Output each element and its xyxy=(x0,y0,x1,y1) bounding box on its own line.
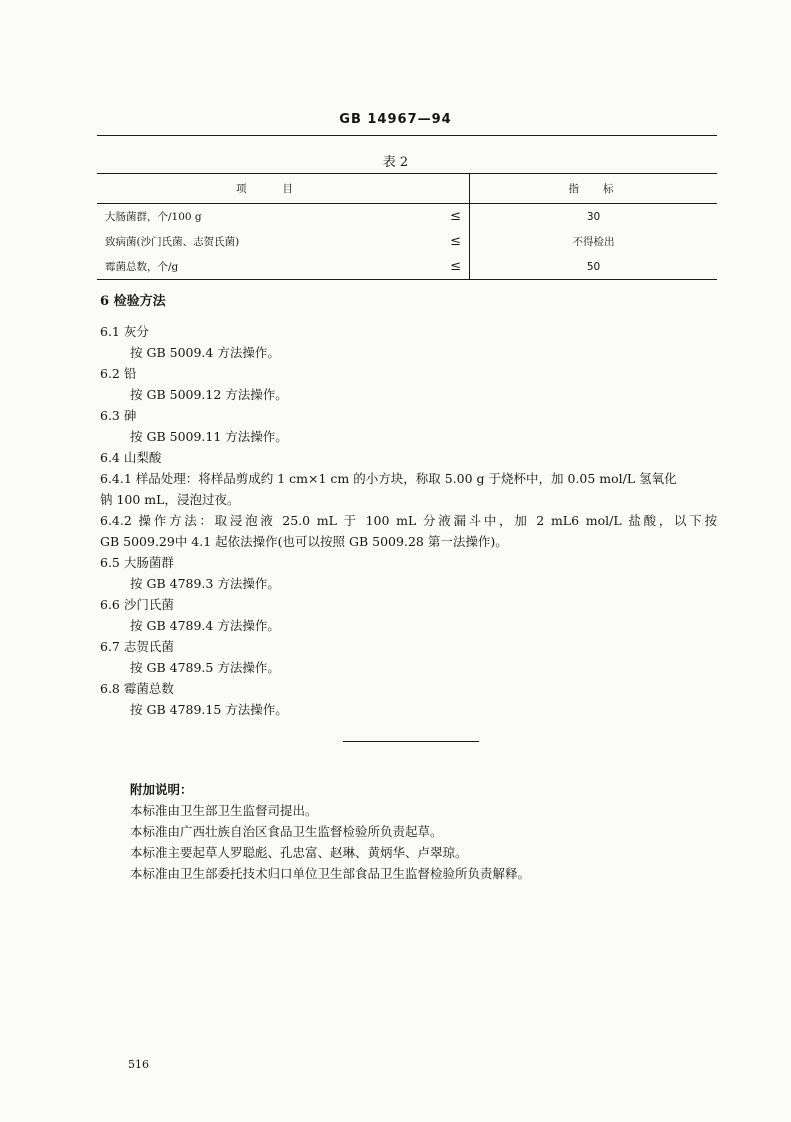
subsection-body: 按 GB 4789.5 方法操作。 xyxy=(130,660,280,675)
subsection-body: 按 GB 4789.15 方法操作。 xyxy=(130,702,288,717)
paragraph-line: 6.4.1 样品处理：将样品剪成约 1 cm×1 cm 的小方块，称取 5.00 g 于烧杯中，加 0.05 mol/L 氢氧化 xyxy=(100,471,677,486)
paragraph-line: GB 5009.29中 4.1 起依法操作(也可以按照 GB 5009.28 第一法操作)。 xyxy=(100,534,508,549)
appendix-line: 本标准由卫生部委托技术归口单位卫生部食品卫生监督检验所负责解释。 xyxy=(130,866,531,881)
end-of-standard-rule xyxy=(343,741,479,742)
subsection-body: 按 GB 5009.11 方法操作。 xyxy=(130,429,288,444)
subsection-title: 6.2 铅 xyxy=(100,366,137,381)
header-item: 项目 xyxy=(97,174,470,204)
criteria-table xyxy=(97,173,717,280)
table-header-row xyxy=(97,174,717,204)
section-heading: 6 检验方法 xyxy=(100,294,166,309)
appendix-line: 本标准主要起草人罗聪彪、孔忠富、赵琳、黄炳华、卢翠琼。 xyxy=(130,845,468,860)
subsection-body: 按 GB 4789.3 方法操作。 xyxy=(130,576,280,591)
subsection-title: 6.8 霉菌总数 xyxy=(100,681,174,696)
subsection-title: 6.5 大肠菌群 xyxy=(100,555,174,570)
page-number: 516 xyxy=(128,1058,149,1071)
subsection-title: 6.1 灰分 xyxy=(100,324,149,339)
subsection-body: 按 GB 4789.4 方法操作。 xyxy=(130,618,280,633)
paragraph-line: 6.4.2 操作方法：取浸泡液 25.0 mL 于 100 mL 分液漏斗中，加 2 mL6 mol/L 盐酸，以下按 xyxy=(100,513,717,528)
appendix-heading: 附加说明： xyxy=(130,782,193,797)
subsection-body: 按 GB 5009.4 方法操作。 xyxy=(130,345,280,360)
subsection-title: 6.4 山梨酸 xyxy=(100,450,162,465)
subsection-title: 6.6 沙门氏菌 xyxy=(100,597,174,612)
row-item: 致病菌(沙门氏菌、志贺氏菌) xyxy=(105,236,240,248)
relation-symbol: ≤ xyxy=(450,234,461,249)
row-value: 不得检出 xyxy=(470,229,718,254)
row-item: 霉菌总数，个/g xyxy=(105,261,179,273)
subsection-title: 6.7 志贺氏菌 xyxy=(100,639,174,654)
subsection-body: 按 GB 5009.12 方法操作。 xyxy=(130,387,288,402)
standard-code-header: GB 14967—94 xyxy=(339,112,452,127)
header-indicator: 指标 xyxy=(470,174,718,204)
appendix-line: 本标准由广西壮族自治区食品卫生监督检验所负责起草。 xyxy=(130,824,443,839)
header-rule xyxy=(97,135,717,136)
row-value: 30 xyxy=(470,204,718,230)
row-value: 50 xyxy=(470,254,718,280)
table-title: 表 2 xyxy=(382,155,409,170)
relation-symbol: ≤ xyxy=(450,209,461,224)
table-row xyxy=(97,204,717,230)
relation-symbol: ≤ xyxy=(450,259,461,274)
paragraph-line: 钠 100 mL，浸泡过夜。 xyxy=(100,492,240,507)
row-item: 大肠菌群，个/100 g xyxy=(105,211,202,223)
subsection-title: 6.3 砷 xyxy=(100,408,137,423)
table-row xyxy=(97,229,717,254)
table-row xyxy=(97,254,717,280)
appendix-line: 本标准由卫生部卫生监督司提出。 xyxy=(130,803,318,818)
